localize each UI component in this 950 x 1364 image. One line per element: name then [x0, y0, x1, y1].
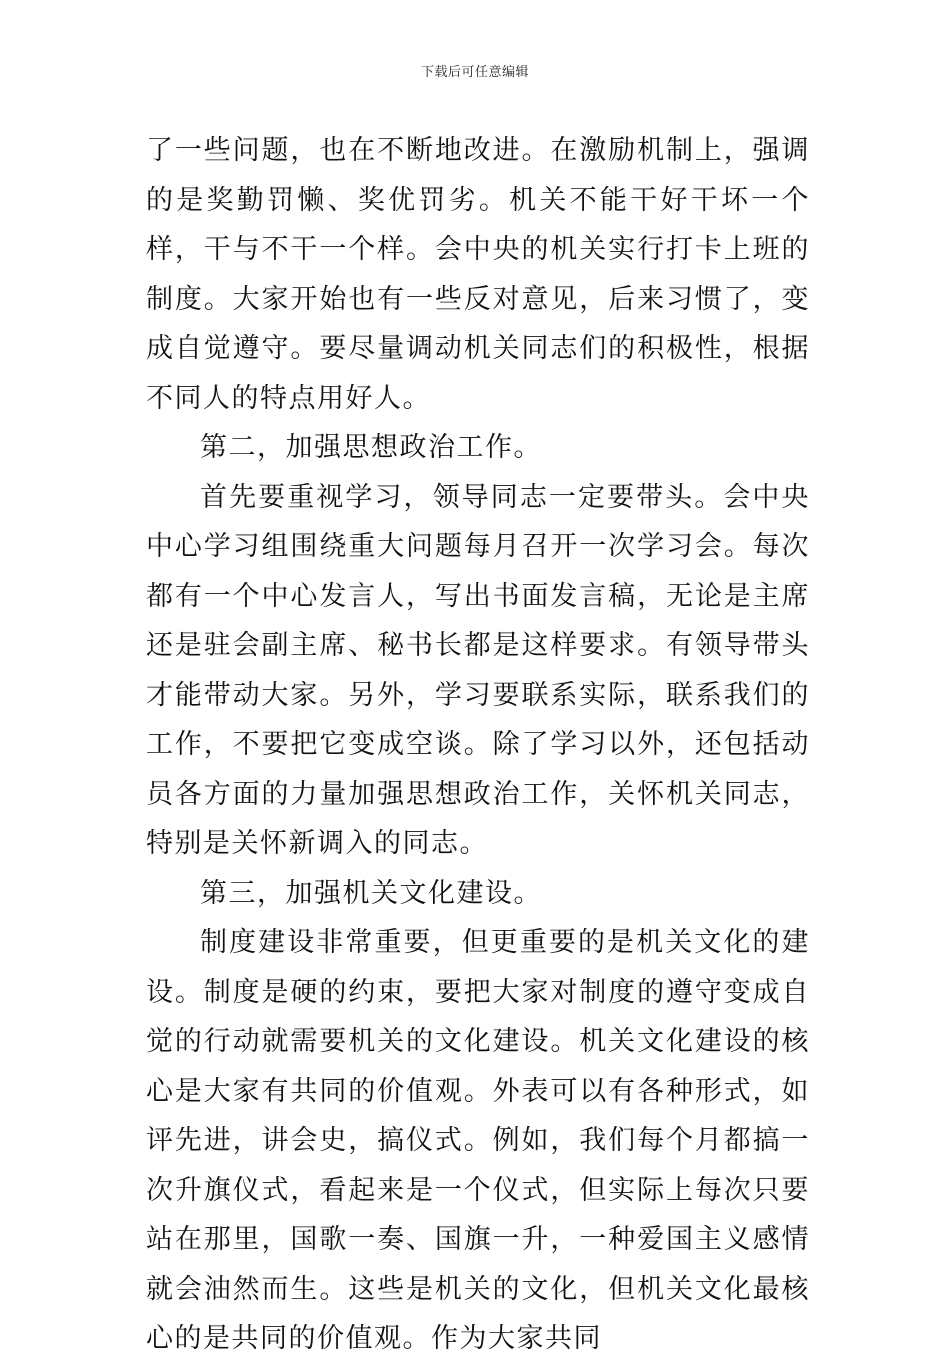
- section-heading-organ-culture: 第三，加强机关文化建设。: [200, 877, 542, 909]
- paragraph-incentive-mechanism: 了一些问题，也在不断地改进。在激励机制上，强调的是奖勤罚懒、奖优罚劣。机关不能干好干坏一个样，干与不干一个样。会中央的机关实行打卡上班的制度。大家开始也有一些反对意见，后来习惯了，变成自觉遵守。要尽量调动机关同志们的积极性，根据不同人的特点用好人。: [146, 135, 810, 414]
- document-body: [146, 126, 810, 1364]
- paragraph-study: 首先要重视学习，领导同志一定要带头。会中央中心学习组围绕重大问题每月召开一次学习会。每次都有一个中心发言人，写出书面发言稿，无论是主席还是驻会副主席、秘书长都是这样要求。有领导带头才能带动大家。另外，学习要联系实际，联系我们的工作，不要把它变成空谈。除了学习以外，还包括动员各方面的力量加强思想政治工作，关怀机关同志，特别是关怀新调入的同志。: [146, 481, 810, 859]
- paragraph-culture-building: 制度建设非常重要，但更重要的是机关文化的建设。制度是硬的约束，要把大家对制度的遵守变成自觉的行动就需要机关的文化建设。机关文化建设的核心是大家有共同的价值观。外表可以有各种形式，如评先进，讲会史，搞仪式。例如，我们每个月都搞一次升旗仪式，看起来是一个仪式，但实际上每次只要站在那里，国歌一奏、国旗一升，一种爱国主义感情就会油然而生。这些是机关的文化，但机关文化最核心的是共同的价值观。作为大家共同: [146, 927, 810, 1354]
- section-heading-political-work: 第二，加强思想政治工作。: [200, 432, 542, 463]
- page-header: 下载后可任意编辑: [420, 65, 529, 80]
